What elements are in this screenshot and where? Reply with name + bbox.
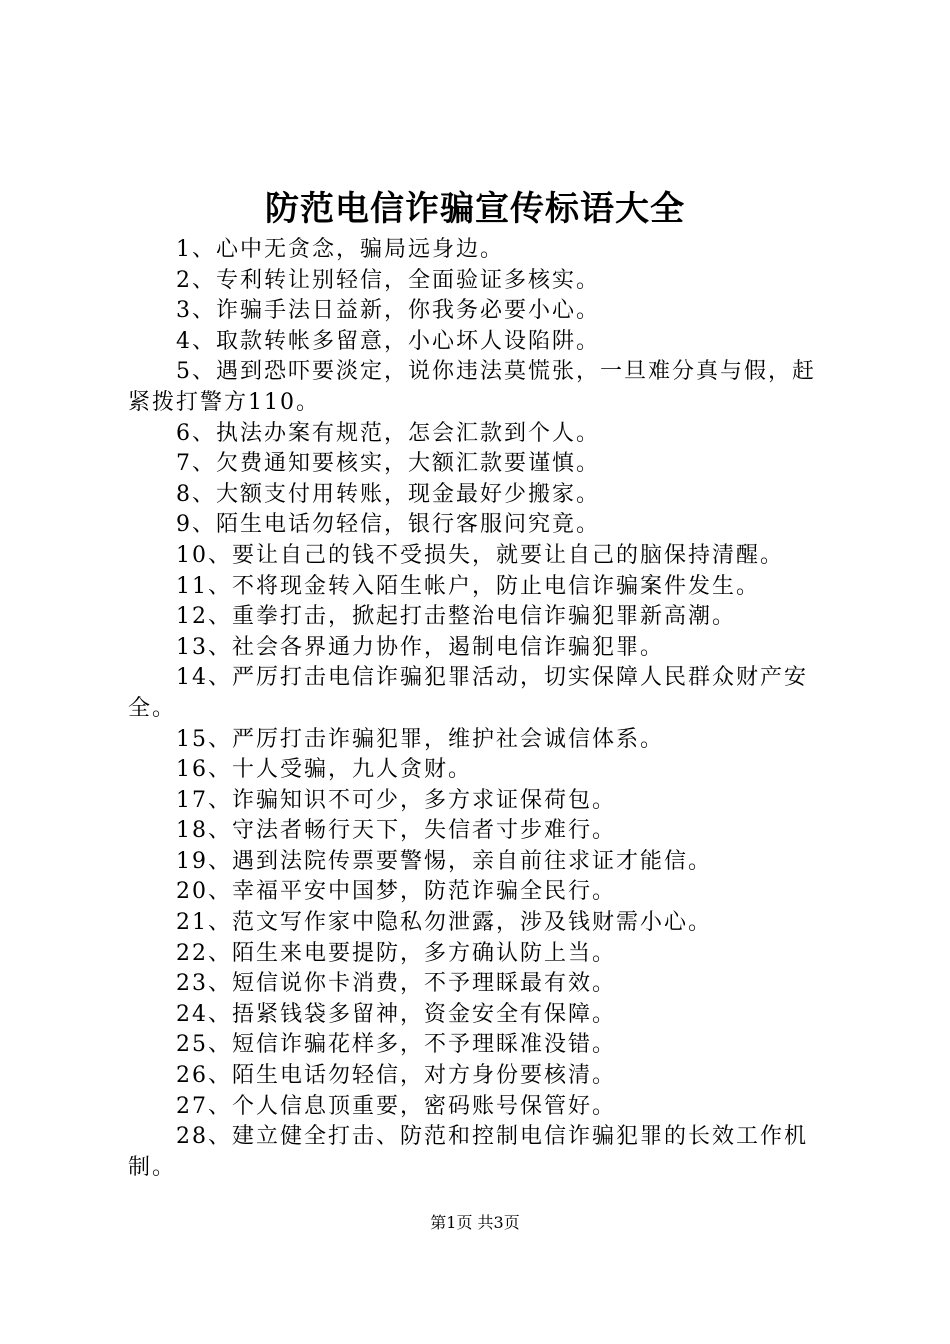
list-item: 3、诈骗手法日益新，你我务必要小心。 [176,298,600,324]
list-item: 21、范文写作家中隐私勿泄露，涉及钱财需小心。 [176,910,712,936]
list-item: 7、欠费通知要核实，大额汇款要谨慎。 [176,451,600,477]
document-title: 防范电信诈骗宣传标语大全 [265,189,685,229]
list-item: 14、严厉打击电信诈骗犯罪活动，切实保障人民群众财产安全。 [128,665,808,721]
list-item: 5、遇到恐吓要淡定，说你违法莫慌张，一旦难分真与假，赶紧拨打警方110。 [128,359,816,415]
list-item: 20、幸福平安中国梦，防范诈骗全民行。 [176,879,616,905]
list-item: 15、严厉打击诈骗犯罪，维护社会诚信体系。 [176,726,664,752]
list-item: 6、执法办案有规范，怎会汇款到个人。 [176,420,600,446]
list-item: 24、捂紧钱袋多留神，资金安全有保障。 [176,1001,616,1027]
list-item: 28、建立健全打击、防范和控制电信诈骗犯罪的长效工作机制。 [128,1124,808,1180]
page-number-footer: 第1页 共3页 [430,1213,520,1232]
list-item: 10、要让自己的钱不受损失，就要让自己的脑保持清醒。 [176,542,784,568]
list-item: 19、遇到法院传票要警惕，亲自前往求证才能信。 [176,848,712,874]
document-body [128,235,833,1183]
list-item: 16、十人受骗，九人贪财。 [176,757,472,783]
list-item: 25、短信诈骗花样多，不予理睬准没错。 [176,1032,616,1058]
list-item: 23、短信说你卡消费，不予理睬最有效。 [176,971,616,997]
list-item: 27、个人信息顶重要，密码账号保管好。 [176,1093,616,1119]
list-item: 26、陌生电话勿轻信，对方身份要核清。 [176,1063,616,1089]
list-item: 9、陌生电话勿轻信，银行客服问究竟。 [176,512,600,538]
list-item: 13、社会各界通力协作，遏制电信诈骗犯罪。 [176,634,664,660]
list-item: 11、不将现金转入陌生帐户，防止电信诈骗案件发生。 [176,573,760,599]
list-item: 12、重拳打击，掀起打击整治电信诈骗犯罪新高潮。 [176,604,736,630]
list-item: 1、心中无贪念，骗局远身边。 [176,237,504,262]
list-item: 4、取款转帐多留意，小心坏人设陷阱。 [176,328,600,354]
list-item: 22、陌生来电要提防，多方确认防上当。 [176,940,616,966]
list-item: 17、诈骗知识不可少，多方求证保荷包。 [176,787,616,813]
list-item: 2、专利转让别轻信，全面验证多核实。 [176,267,600,293]
list-item: 8、大额支付用转账，现金最好少搬家。 [176,481,600,507]
list-item: 18、守法者畅行天下，失信者寸步难行。 [176,818,616,844]
